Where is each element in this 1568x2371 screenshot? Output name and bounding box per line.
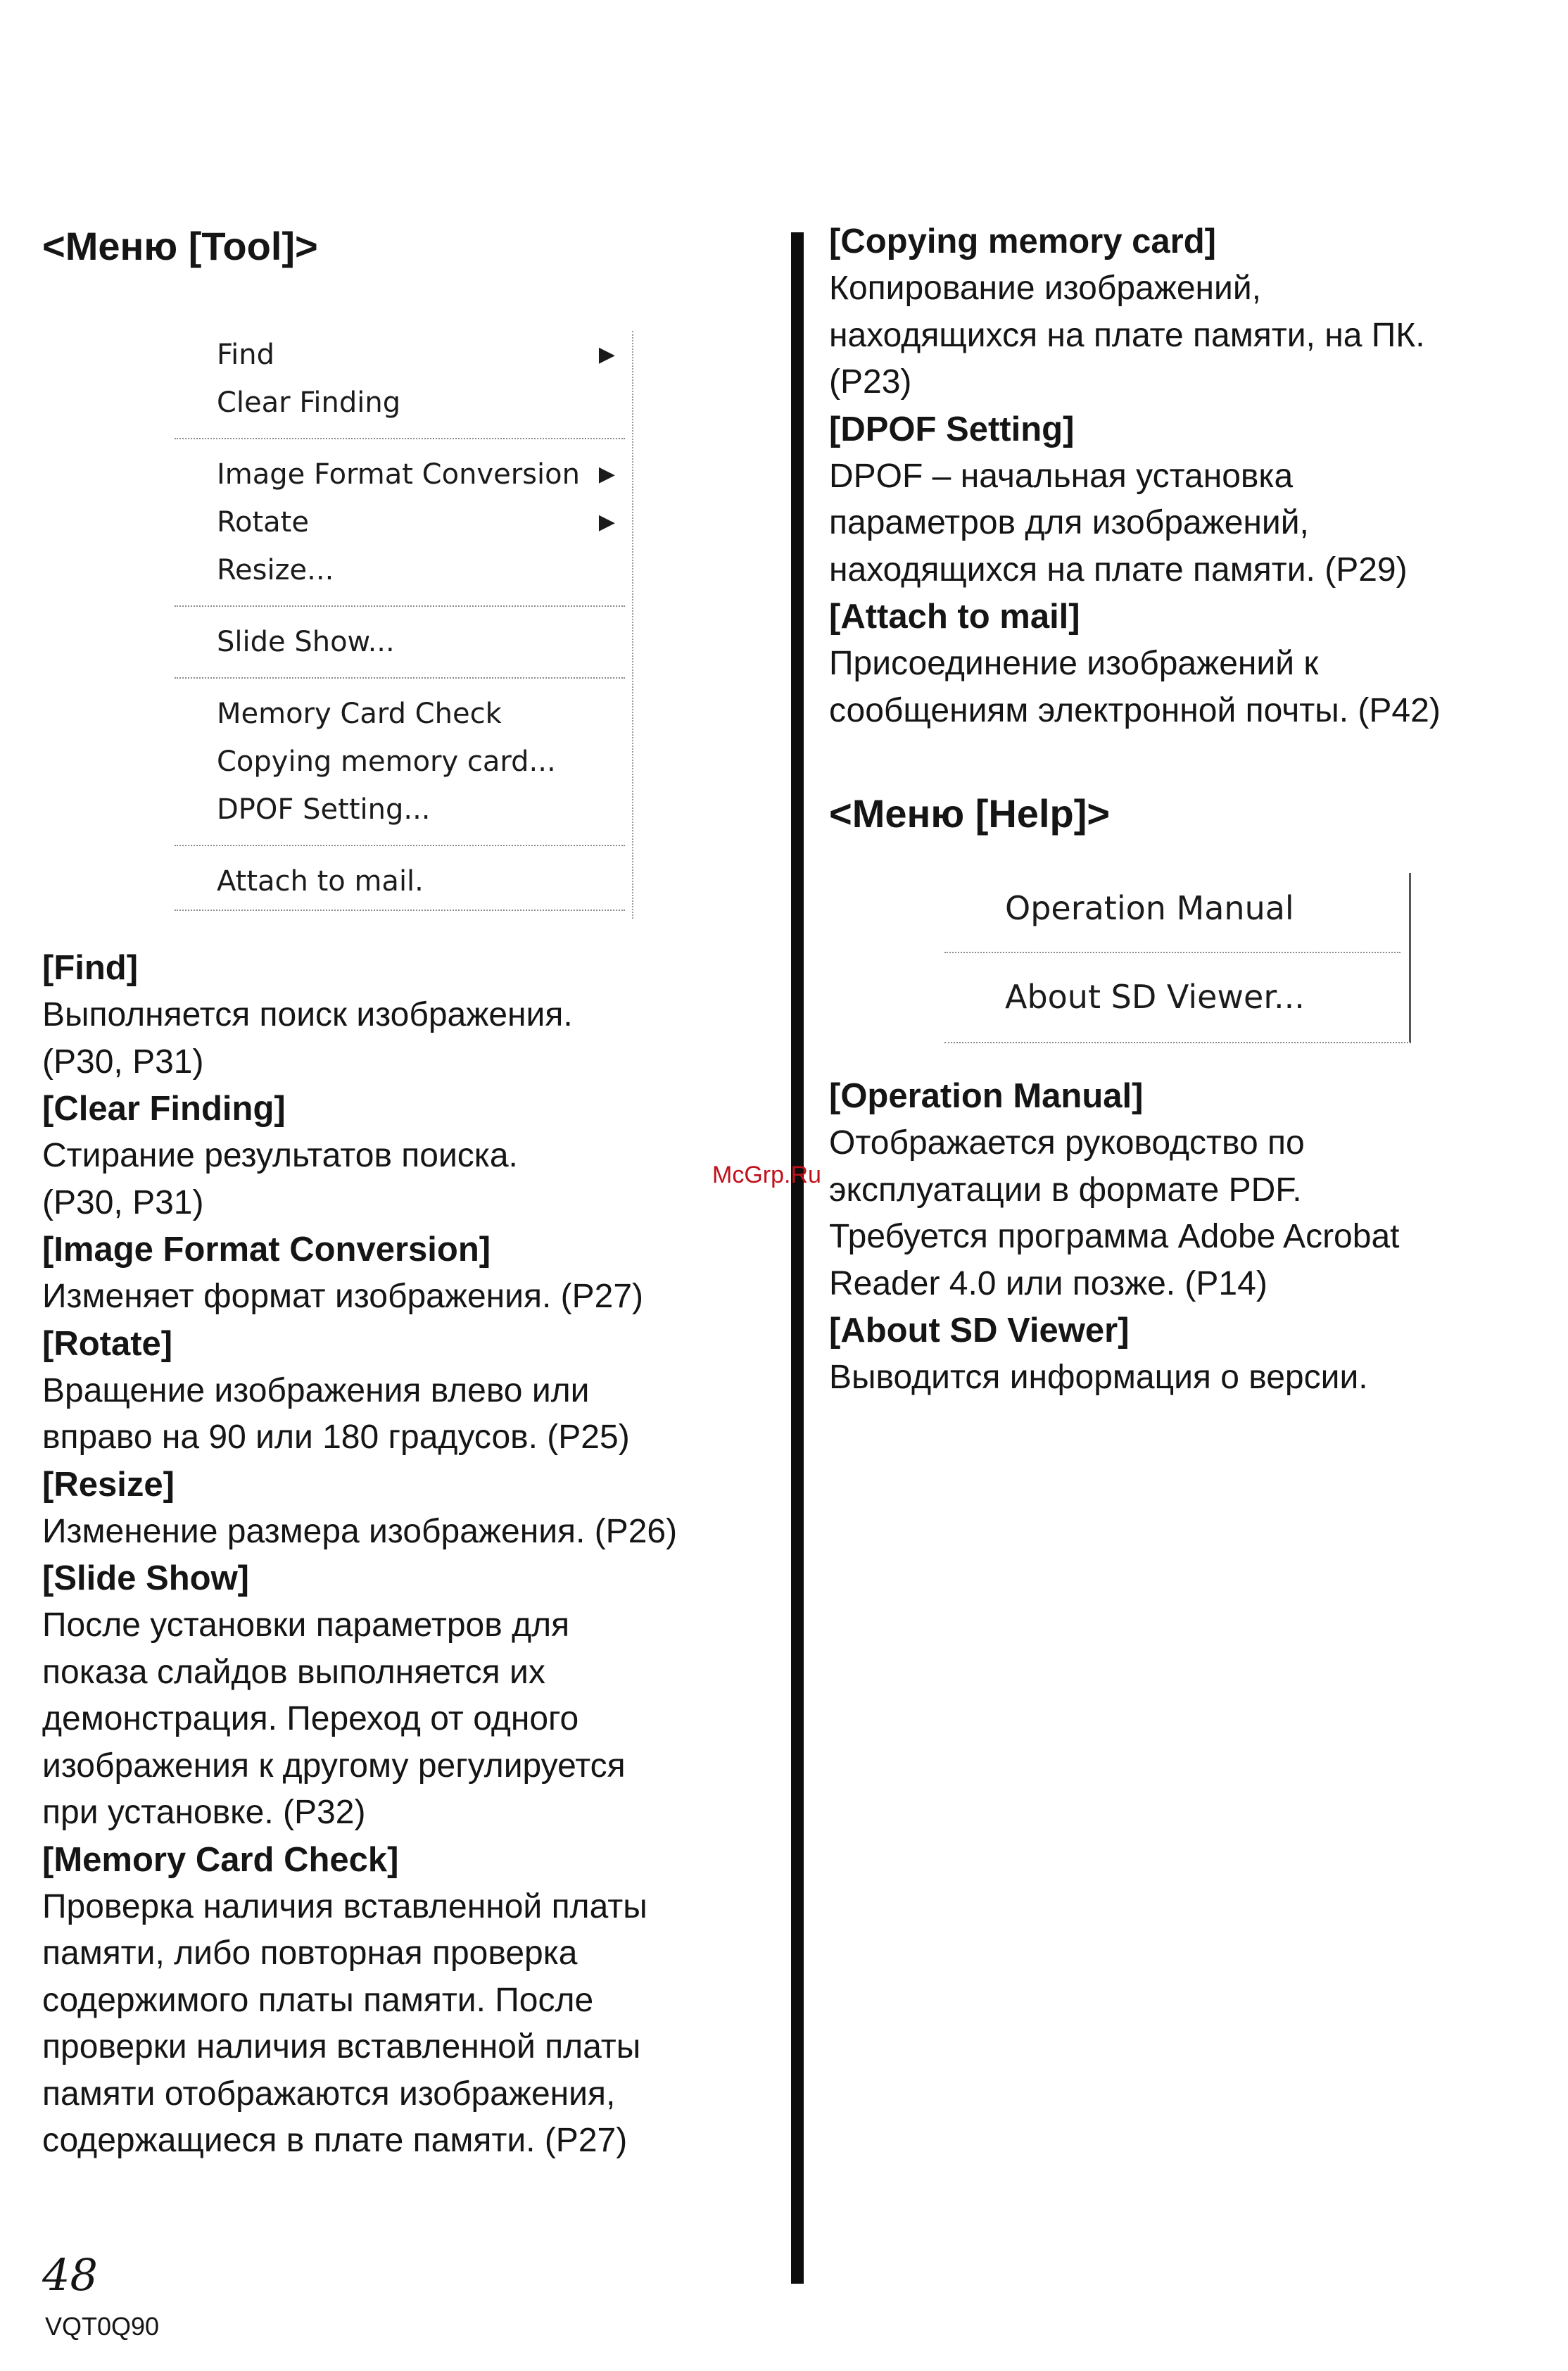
entry-attach-to-mail [829,593,1533,734]
entry-desc-line: Изменяет формат изображения. (P27) [42,1278,643,1315]
menu-separator [175,677,625,679]
entry-find [42,945,781,1086]
entry-desc-line: DPOF – начальная установка [829,457,1294,495]
menu-item-find[interactable] [175,331,632,379]
entry-title: [Resize] [42,1465,175,1504]
menu-item-label: Resize... [217,554,334,586]
entry-desc-line: эксплуатации в формате PDF. [829,1171,1302,1209]
help-entries [829,1073,1533,1402]
entry-about-sd-viewer [829,1307,1533,1402]
entry-copying-memory-card [829,218,1533,406]
entry-memory-card-check [42,1837,781,2165]
right-entries [829,218,1533,734]
entry-desc-line: параметров для изображений, [829,504,1309,541]
menu-separator [175,910,625,911]
menu-separator [175,845,625,846]
menu-item-label: Rotate [217,506,309,539]
entry-desc-line: Стирание результатов поиска. [42,1137,518,1174]
entry-rotate [42,1321,781,1461]
entry-image-format-conversion [42,1226,781,1321]
menu-item-image-format-conversion[interactable] [175,451,632,498]
entry-title: [About SD Viewer] [829,1312,1130,1350]
tool-menu-heading: <Меню [Tool]> [42,224,318,268]
submenu-arrow-icon: ▶ [598,510,615,534]
entry-title: [Memory Card Check] [42,1840,399,1879]
menu-item-label: DPOF Setting... [217,793,431,826]
entry-clear-finding [42,1086,781,1226]
menu-item-memory-card-check[interactable] [175,690,632,738]
entry-title: [Image Format Conversion] [42,1231,491,1269]
menu-item-label: About SD Viewer... [1005,978,1305,1016]
menu-item-label: Copying memory card... [217,746,556,778]
entry-desc-line: Отображается руководство по [829,1124,1305,1162]
column-divider [791,232,804,2284]
document-code: VQT0Q90 [45,2312,160,2341]
entry-desc-line: при установке. (P32) [42,1794,366,1831]
menu-item-slide-show[interactable] [175,618,632,666]
entry-desc-line: сообщениям электронной почты. (P42) [829,691,1441,729]
menu-item-label: Find [217,339,274,371]
entry-desc-line: (P30, P31) [42,1183,204,1221]
entry-title: [Copying memory card] [829,222,1216,260]
entry-desc-line: (P23) [829,363,912,401]
tool-menu-screenshot [175,331,633,919]
menu-item-rotate[interactable] [175,498,632,546]
entry-desc-line: Выводится информация о версии. [829,1359,1368,1396]
menu-item-label: Image Format Conversion [217,458,580,491]
entry-title: [Rotate] [42,1324,173,1363]
entry-desc-line: показа слайдов выполняется их [42,1653,545,1691]
watermark: McGrp.Ru [712,1162,821,1188]
left-entries [42,945,781,2165]
menu-separator [944,952,1401,953]
entry-title: [Slide Show] [42,1559,249,1597]
menu-item-label: Attach to mail. [217,865,424,898]
menu-item-dpof-setting[interactable] [175,786,632,834]
entry-dpof-setting [829,406,1533,594]
entry-desc-line: Копирование изображений, [829,270,1261,307]
entry-desc-line: Проверка наличия вставленной платы [42,1887,647,1925]
entry-desc-line: проверки наличия вставленной платы [42,2028,641,2065]
entry-desc-line: памяти, либо повторная проверка [42,1935,578,1972]
menu-item-label: Operation Manual [1005,889,1294,927]
entry-desc-line: Вращение изображения влево или [42,1371,590,1409]
help-menu-heading: <Меню [Help]> [829,791,1111,836]
entry-desc-line: изображения к другому регулируется [42,1747,626,1785]
entry-slide-show [42,1555,781,1837]
entry-desc-line: (P30, P31) [42,1043,204,1081]
entry-title: [Attach to mail] [829,598,1080,636]
menu-separator [175,438,625,439]
menu-item-resize[interactable] [175,546,632,594]
entry-title: [Clear Finding] [42,1090,286,1128]
menu-item-label: Memory Card Check [217,698,502,730]
entry-resize [42,1461,781,1556]
menu-item-label: Slide Show... [217,626,395,658]
help-menu-screenshot [944,873,1411,1043]
entry-desc-line: памяти отображаются изображения, [42,2075,616,2113]
entry-desc-line: После установки параметров для [42,1606,570,1644]
entry-desc-line: Изменение размера изображения. (P26) [42,1512,678,1550]
entry-desc-line: Требуется программа Adobe Acrobat [829,1218,1400,1255]
menu-item-label: Clear Finding [217,386,401,419]
submenu-arrow-icon: ▶ [598,342,615,367]
entry-operation-manual [829,1073,1533,1307]
submenu-arrow-icon: ▶ [598,462,615,486]
entry-desc-line: содержимого платы памяти. После [42,1981,594,2019]
entry-desc-line: вправо на 90 или 180 градусов. (P25) [42,1419,630,1456]
entry-desc-line: находящихся на плате памяти, на ПК. [829,316,1425,354]
menu-item-attach-to-mail[interactable] [175,857,632,905]
menu-item-operation-manual[interactable] [944,873,1409,943]
entry-desc-line: Выполняется поиск изображения. [42,996,573,1033]
page-number: 48 [42,2249,98,2301]
menu-item-copying-memory-card[interactable] [175,738,632,786]
menu-separator [175,605,625,607]
menu-item-about-sd-viewer[interactable] [944,962,1409,1032]
entry-desc-line: Reader 4.0 или позже. (P14) [829,1264,1267,1302]
menu-item-clear-finding[interactable] [175,379,632,427]
entry-title: [Find] [42,949,139,987]
entry-desc-line: демонстрация. Переход от одного [42,1700,579,1737]
entry-title: [Operation Manual] [829,1077,1144,1115]
entry-title: [DPOF Setting] [829,410,1075,448]
entry-desc-line: Присоединение изображений к [829,645,1319,682]
entry-desc-line: содержащиеся в плате памяти. (P27) [42,2122,628,2159]
entry-desc-line: находящихся на плате памяти. (P29) [829,551,1408,589]
